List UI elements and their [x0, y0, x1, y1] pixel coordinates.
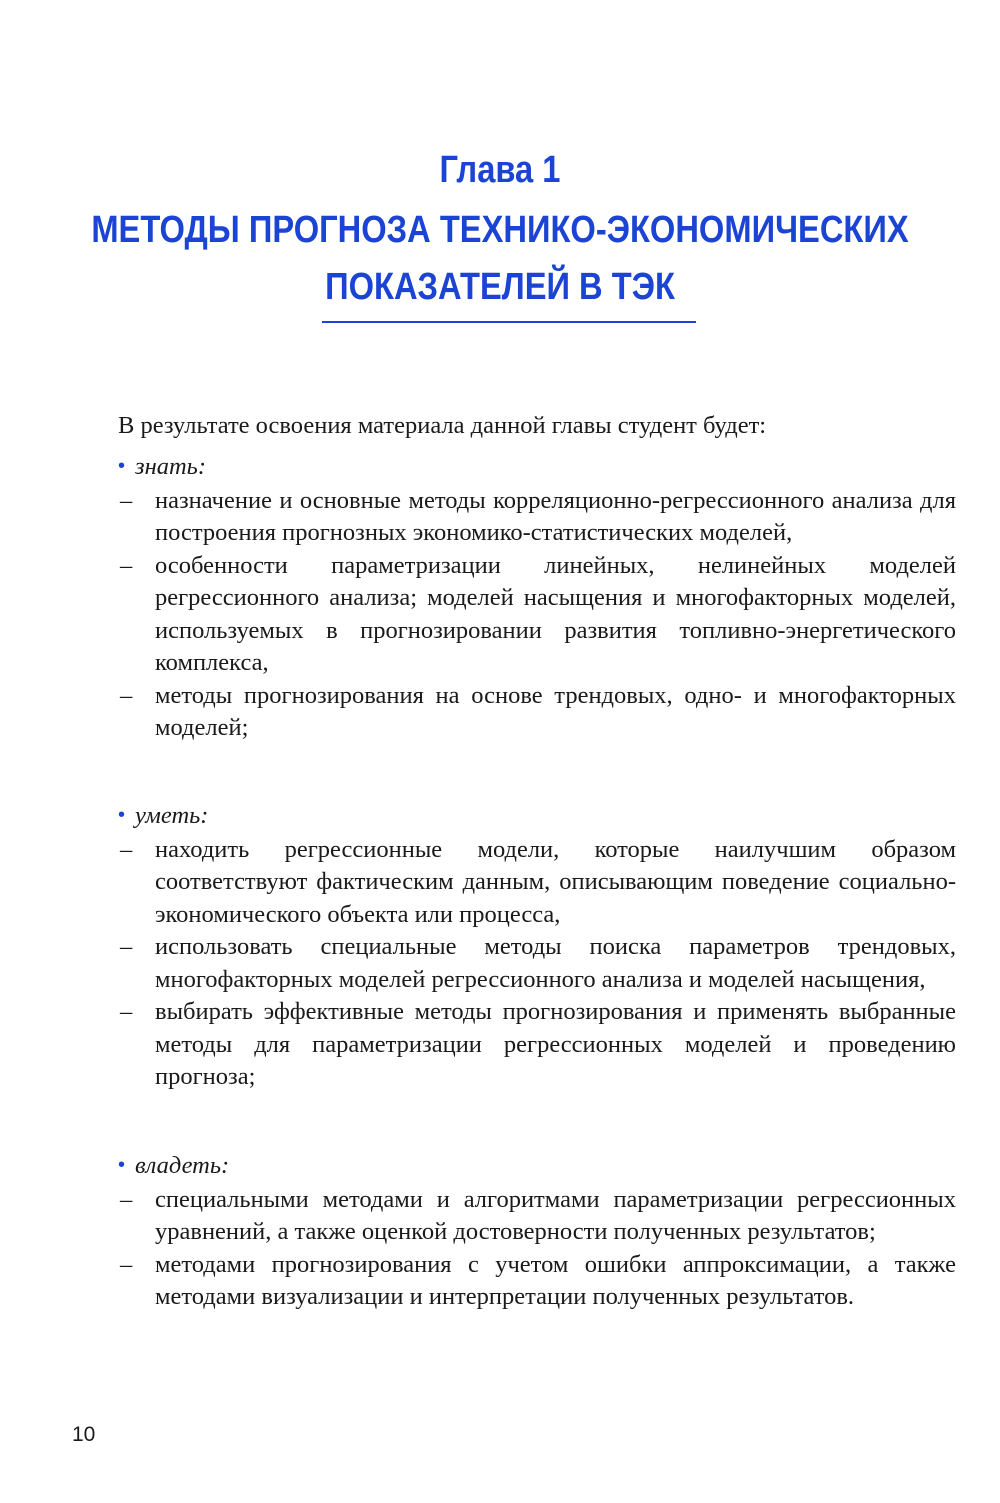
- section-master-label: владеть:: [135, 1152, 230, 1179]
- list-item: [118, 1184, 956, 1249]
- dash-icon: –: [120, 1185, 133, 1213]
- dash-icon: –: [120, 933, 133, 960]
- list-item: [118, 834, 956, 932]
- title-rule: [322, 321, 696, 323]
- dash-icon: –: [120, 486, 133, 514]
- list-item: [118, 680, 956, 745]
- list-item: [118, 996, 956, 1094]
- section-can: [118, 800, 956, 1094]
- list-item-text: особенности параметризации линейных, нелинейных моделей регрессионного анализа; моделей насыщения и многофакторных моделей, используемых в прогнозировании развития топливно-энергетического комплекса,: [155, 551, 956, 676]
- page-number: 10: [72, 1423, 96, 1446]
- list-item-text: методами прогнозирования с учетом ошибки аппроксимации, а также методами визуализации и интерпретации полученных результатов.: [155, 1250, 956, 1310]
- bullet-icon: •: [118, 804, 126, 826]
- section-know-label: знать:: [135, 453, 206, 480]
- list-item: [118, 485, 956, 550]
- dash-icon: –: [120, 1250, 133, 1278]
- section-master: [118, 1150, 956, 1314]
- dash-icon: –: [120, 835, 133, 863]
- bullet-icon: •: [118, 455, 126, 477]
- section-know: [118, 451, 956, 745]
- list-item: [118, 550, 956, 680]
- dash-icon: –: [120, 551, 133, 579]
- dash-icon: –: [120, 681, 133, 709]
- dash-icon: –: [120, 998, 133, 1025]
- list-item-text: специальными методами и алгоритмами параметризации регрессионных уравнений, а также оценкой достоверности полученных результатов;: [155, 1185, 956, 1245]
- section-can-label: уметь:: [135, 802, 209, 829]
- chapter-title: МЕТОДЫ ПРОГНОЗА ТЕХНИКО-ЭКОНОМИЧЕСКИХ ПОКАЗАТЕЛЕЙ В ТЭК: [91, 209, 909, 308]
- intro-text: В результате освоения материала данной главы студент будет:: [118, 412, 767, 439]
- list-item: [118, 1249, 956, 1314]
- list-item-text: использовать специальные методы поиска параметров трендовых, многофакторных моделей регрессионного анализа и моделей насыщения,: [155, 933, 956, 993]
- list-item-text: находить регрессионные модели, которые наилучшим образом соответствуют фактическим данным, описывающим поведение социально-экономического объекта или процесса,: [155, 835, 956, 928]
- section-master-bullet: [118, 1150, 956, 1184]
- bullet-icon: •: [118, 1154, 126, 1176]
- list-item: [118, 931, 956, 996]
- list-item-text: назначение и основные методы корреляционно-регрессионного анализа для построения прогнозных экономико-статистических моделей,: [155, 486, 956, 546]
- chapter-label: Глава 1: [439, 149, 561, 191]
- section-can-bullet: [118, 800, 956, 834]
- list-item-text: методы прогнозирования на основе трендовых, одно- и многофакторных моделей;: [155, 681, 956, 741]
- section-know-bullet: [118, 451, 956, 485]
- list-item-text: выбирать эффективные методы прогнозирования и применять выбранные методы для параметризации регрессионных моделей и проведению прогноза;: [155, 998, 956, 1090]
